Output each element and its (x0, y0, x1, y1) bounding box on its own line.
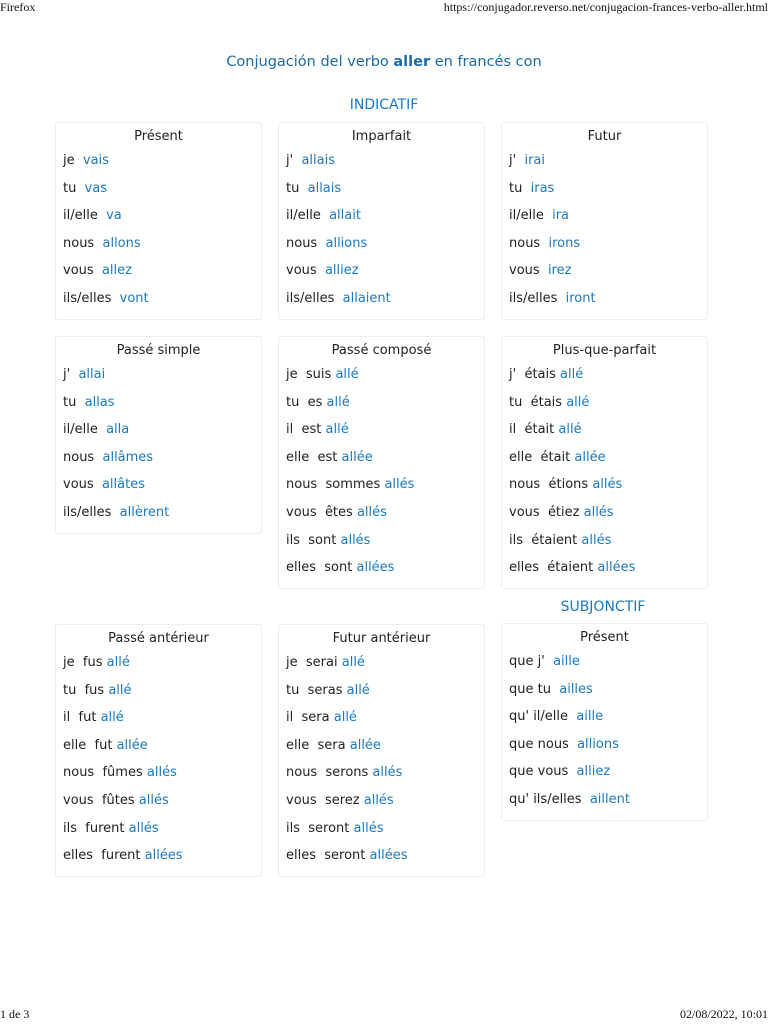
pronoun: ils/elles (63, 504, 112, 520)
verb-form: ailles (559, 681, 593, 697)
conjugation-row (279, 416, 484, 444)
conjugation-row (502, 416, 707, 444)
print-footer-datetime: 02/08/2022, 10:01 (679, 1007, 768, 1021)
verb-form: allés (340, 532, 371, 548)
pronoun: tu (286, 394, 300, 410)
title-verb: aller (393, 54, 431, 70)
verb-form: allée (349, 737, 381, 753)
verb-form: allés (146, 765, 177, 781)
verb-form: va (106, 208, 122, 224)
verb-form: allés (353, 820, 384, 836)
auxiliary: étiez (547, 504, 580, 520)
auxiliary: fus (82, 655, 103, 670)
tense-name: Passé antérieur (108, 631, 209, 646)
pronoun: vous (286, 263, 317, 279)
auxiliary: fûtes (101, 792, 135, 808)
pronoun: ils/elles (509, 290, 558, 306)
verb-form: aille (576, 709, 604, 725)
print-header-app: Firefox (0, 0, 36, 14)
pronoun: il (286, 422, 294, 438)
verb-form: allions (577, 736, 619, 752)
conjugation-row (279, 815, 484, 843)
verb-form: allés (592, 477, 623, 493)
conjugation-row (279, 759, 484, 787)
pronoun: ils/elles (286, 290, 335, 306)
auxiliary: furent (85, 820, 125, 836)
conjugation-row (279, 787, 484, 815)
auxiliary: suis (305, 367, 332, 382)
verb-form: allés (581, 532, 612, 548)
auxiliary: êtes (324, 504, 353, 520)
pronoun: que vous (509, 764, 569, 780)
conjugation-row (279, 471, 484, 499)
tense-card-passe-anterieur (55, 624, 262, 877)
tense-name: Passé composé (331, 343, 432, 358)
verb-form: allée (116, 737, 148, 753)
conjugation-row (56, 361, 261, 389)
verb-form: allait (329, 208, 361, 224)
pronoun: nous (63, 765, 95, 781)
pronoun: tu (63, 180, 77, 196)
pronoun: tu (286, 682, 300, 698)
auxiliary: fut (94, 737, 113, 753)
verb-form: ira (552, 208, 570, 224)
pronoun: tu (63, 394, 77, 410)
tense-name: Futur (587, 129, 622, 144)
pronoun: j' (509, 367, 517, 382)
verb-form: allées (369, 848, 408, 864)
verb-form: allée (574, 449, 606, 465)
verb-form: alliez (324, 263, 359, 279)
tense-card-subjonctif-present (501, 623, 708, 821)
pronoun: nous (286, 477, 318, 493)
pronoun: ils (63, 820, 77, 836)
tense-name: Futur antérieur (332, 631, 431, 646)
verb-form: allées (356, 560, 395, 576)
verb-form: allés (583, 504, 614, 520)
auxiliary: sommes (325, 477, 381, 493)
conjugation-row (56, 842, 261, 870)
conjugation-row (502, 230, 707, 258)
conjugation-row (279, 389, 484, 417)
pronoun: ils (286, 532, 300, 548)
conjugation-row (56, 230, 261, 258)
auxiliary: étaient (547, 560, 594, 576)
title-text: Conjugación del verbo (226, 54, 394, 70)
conjugation-row (502, 499, 707, 527)
verb-form: allée (341, 449, 373, 465)
conjugation-row (56, 285, 261, 313)
verb-form: allées (144, 848, 183, 864)
conjugation-row (279, 285, 484, 313)
verb-form: vont (119, 290, 149, 306)
pronoun: il/elle (509, 208, 544, 224)
pronoun: que tu (509, 681, 551, 697)
conjugation-row (56, 499, 261, 527)
pronoun: nous (286, 235, 318, 251)
conjugation-row (279, 175, 484, 203)
auxiliary: étais (530, 394, 563, 410)
pronoun: tu (509, 394, 523, 410)
verb-form: allé (108, 682, 132, 698)
conjugation-row (279, 230, 484, 258)
pronoun: elle (286, 449, 310, 465)
auxiliary: sera (317, 737, 346, 753)
pronoun: nous (509, 235, 541, 251)
pronoun: elles (63, 848, 93, 864)
verb-form: allé (335, 367, 359, 382)
pronoun: nous (286, 765, 318, 781)
auxiliary: était (524, 422, 555, 438)
pronoun: vous (509, 263, 540, 279)
pronoun: j' (286, 153, 294, 168)
conjugation-row (502, 257, 707, 285)
conjugation-row (56, 704, 261, 732)
pronoun: je (286, 367, 298, 382)
auxiliary: serai (305, 655, 338, 670)
conjugation-row (502, 554, 707, 582)
auxiliary: étaient (531, 532, 578, 548)
verb-form: allé (566, 394, 590, 410)
pronoun: je (286, 655, 298, 670)
pronoun: elle (509, 449, 533, 465)
pronoun: je (63, 153, 75, 168)
conjugation-row (279, 649, 484, 677)
tense-card-passe-compose (278, 336, 485, 589)
conjugation-row (502, 731, 707, 759)
verb-form: allé (558, 422, 582, 438)
pronoun: je (63, 655, 75, 670)
pronoun: tu (63, 682, 77, 698)
verb-form: allé (341, 655, 365, 670)
tense-card-passe-simple (55, 336, 262, 534)
pronoun: il (509, 422, 517, 438)
conjugation-row (56, 471, 261, 499)
pronoun: vous (63, 263, 94, 279)
auxiliary: étions (548, 477, 589, 493)
conjugation-row (502, 285, 707, 313)
conjugation-row (56, 257, 261, 285)
pronoun: elles (509, 560, 539, 576)
verb-form: allais (301, 153, 335, 168)
conjugation-row (502, 676, 707, 704)
print-header (0, 0, 768, 16)
pronoun: il/elle (286, 208, 321, 224)
verb-form: allés (363, 792, 394, 808)
auxiliary: sont (324, 560, 353, 576)
auxiliary: sera (301, 710, 330, 726)
conjugation-row (56, 202, 261, 230)
verb-form: allé (106, 655, 130, 670)
verb-form: aillent (589, 791, 630, 807)
conjugation-row (279, 677, 484, 705)
verb-form: allâtes (101, 477, 145, 493)
verb-form: allas (84, 394, 115, 410)
verb-form: allons (102, 235, 141, 251)
tense-card-present (55, 122, 262, 320)
verb-form: allez (101, 263, 132, 279)
conjugation-row (279, 257, 484, 285)
tense-name: Imparfait (351, 129, 412, 144)
conjugation-row (279, 527, 484, 555)
verb-form: allé (333, 710, 357, 726)
auxiliary: était (540, 449, 571, 465)
conjugation-row (502, 202, 707, 230)
pronoun: ils (509, 532, 523, 548)
tense-name: Plus-que-parfait (552, 343, 657, 358)
auxiliary: seras (307, 682, 343, 698)
verb-form: allais (307, 180, 342, 196)
verb-form: allé (346, 682, 370, 698)
conjugation-row (56, 444, 261, 472)
conjugation-row (279, 361, 484, 389)
auxiliary: seront (324, 848, 366, 864)
pronoun: nous (509, 477, 541, 493)
conjugation-row (279, 202, 484, 230)
pronoun: j' (63, 367, 71, 382)
verb-form: allions (325, 235, 368, 251)
pronoun: il (286, 710, 294, 726)
mood-title-subjonctif: SUBJONCTIF (560, 599, 646, 615)
verb-form: allé (325, 422, 349, 438)
verb-form: irez (547, 263, 572, 279)
pronoun: il/elle (63, 422, 98, 438)
pronoun: tu (286, 180, 300, 196)
title-suffix: en francés con (430, 54, 542, 70)
pronoun: tu (509, 180, 523, 196)
verb-form: allés (138, 792, 169, 808)
verb-form: allaient (342, 290, 391, 306)
verb-form: iront (565, 290, 596, 306)
auxiliary: furent (101, 848, 141, 864)
conjugation-row (502, 147, 707, 175)
verb-form: alla (106, 422, 130, 438)
conjugation-row (279, 147, 484, 175)
pronoun: elle (63, 737, 87, 753)
pronoun: elles (286, 560, 316, 576)
verb-form: alliez (576, 764, 611, 780)
pronoun: il (63, 710, 71, 726)
pronoun: vous (286, 792, 317, 808)
tense-card-futur-anterieur (278, 624, 485, 877)
verb-form: vas (84, 180, 108, 196)
pronoun: vous (63, 477, 94, 493)
auxiliary: es (307, 394, 323, 410)
pronoun: vous (286, 504, 317, 520)
print-header-url: https://conjugador.reverso.net/conjugacion-frances-verbo-aller.html (443, 0, 768, 14)
conjugation-row (56, 389, 261, 417)
verb-form: irons (548, 235, 581, 251)
conjugation-row (502, 758, 707, 786)
conjugation-row (56, 787, 261, 815)
conjugation-row (502, 175, 707, 203)
conjugation-row (56, 175, 261, 203)
auxiliary: est (301, 422, 322, 438)
auxiliary: fus (84, 682, 105, 698)
conjugation-row (502, 471, 707, 499)
conjugation-row (56, 815, 261, 843)
tense-card-plus-que-parfait (501, 336, 708, 589)
pronoun: il/elle (63, 208, 98, 224)
pronoun: qu' il/elle (509, 709, 569, 725)
pronoun: ils/elles (63, 290, 112, 306)
conjugation-row (279, 732, 484, 760)
verb-form: allés (384, 477, 415, 493)
conjugation-row (502, 648, 707, 676)
verb-form: allai (78, 367, 106, 382)
conjugation-row (279, 554, 484, 582)
auxiliary: est (317, 449, 338, 465)
conjugation-row (56, 759, 261, 787)
conjugation-row (56, 649, 261, 677)
pronoun: qu' ils/elles (509, 791, 582, 807)
conjugation-row (56, 732, 261, 760)
print-footer-page: 1 de 3 (0, 1007, 30, 1021)
conjugation-row (502, 786, 707, 814)
conjugation-row (502, 703, 707, 731)
conjugation-row (56, 677, 261, 705)
pronoun: nous (63, 449, 95, 465)
mood-title-indicatif: INDICATIF (349, 97, 419, 113)
conjugation-row (502, 389, 707, 417)
tense-card-futur (501, 122, 708, 320)
tense-name: Présent (134, 129, 183, 144)
pronoun: que j' (509, 654, 545, 669)
verb-form: vais (82, 153, 109, 168)
conjugation-row (279, 704, 484, 732)
verb-form: allèrent (119, 504, 170, 520)
tense-name: Présent (580, 630, 629, 645)
verb-form: allés (372, 765, 403, 781)
verb-form: iras (530, 180, 555, 196)
auxiliary: seront (308, 820, 350, 836)
pronoun: elles (286, 848, 316, 864)
verb-form: irai (524, 153, 545, 168)
pronoun: ils (286, 820, 300, 836)
conjugation-row (279, 499, 484, 527)
conjugation-row (279, 842, 484, 870)
conjugation-row (279, 444, 484, 472)
tense-card-imparfait (278, 122, 485, 320)
verb-form: allé (326, 394, 350, 410)
tense-name: Passé simple (116, 343, 201, 358)
pronoun: nous (63, 235, 95, 251)
verb-form: allâmes (102, 449, 154, 465)
conjugation-row (502, 361, 707, 389)
pronoun: que nous (509, 736, 569, 752)
auxiliary: serez (324, 792, 360, 808)
verb-form: allé (560, 367, 584, 382)
auxiliary: fut (78, 710, 97, 726)
conjugation-row (56, 416, 261, 444)
auxiliary: sont (308, 532, 337, 548)
pronoun: vous (509, 504, 540, 520)
pronoun: j' (509, 153, 517, 168)
verb-form: allées (597, 560, 636, 576)
auxiliary: étais (524, 367, 556, 382)
verb-form: allés (128, 820, 159, 836)
conjugation-row (502, 527, 707, 555)
verb-form: allés (356, 504, 387, 520)
pronoun: vous (63, 792, 94, 808)
conjugation-row (502, 444, 707, 472)
conjugation-row (56, 147, 261, 175)
page-title (0, 54, 768, 70)
print-footer (0, 1008, 768, 1024)
auxiliary: fûmes (102, 765, 143, 781)
verb-form: aille (553, 654, 580, 669)
auxiliary: serons (325, 765, 369, 781)
pronoun: elle (286, 737, 310, 753)
verb-form: allé (100, 710, 124, 726)
